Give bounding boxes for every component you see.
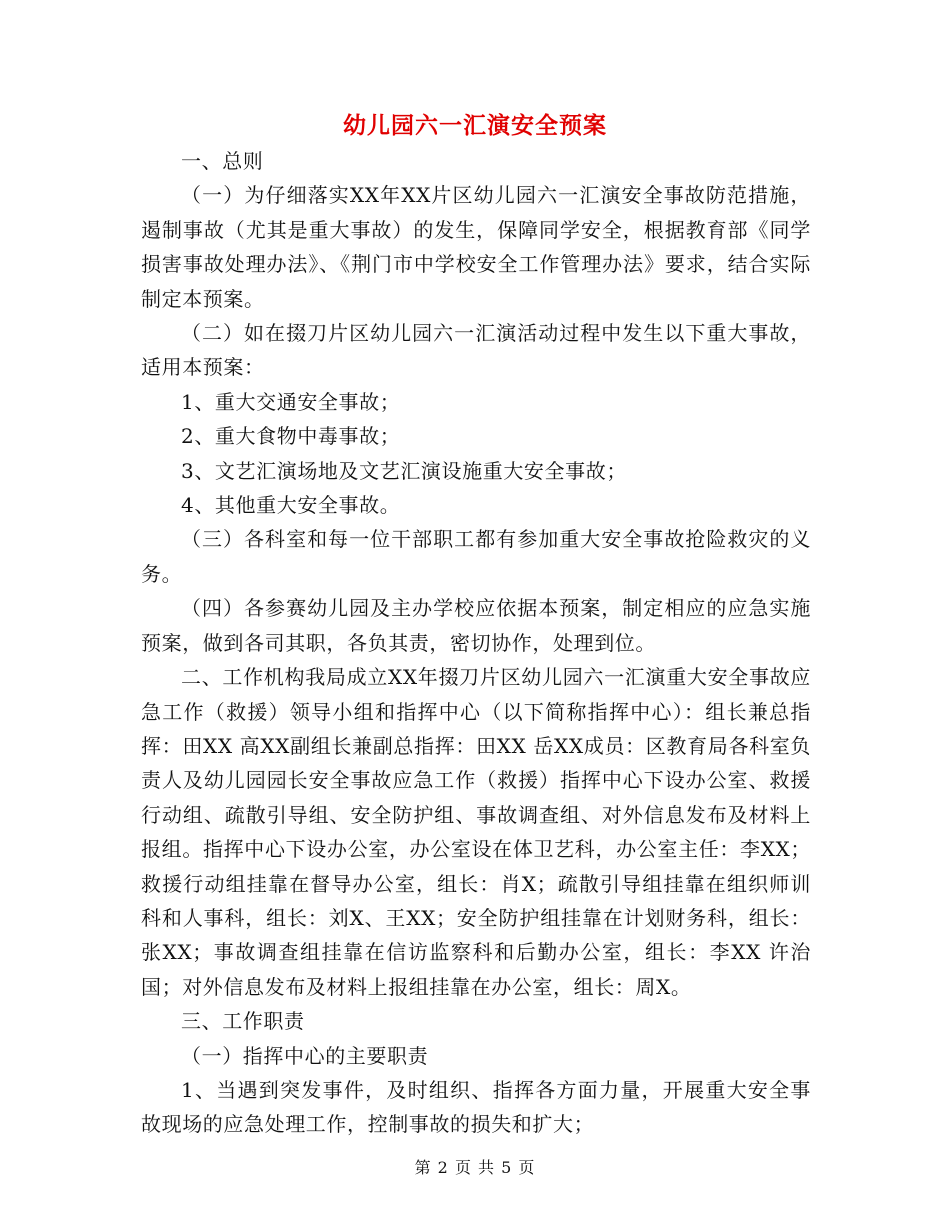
list-item-traffic: 1、重大交通安全事故； (181, 389, 401, 414)
paragraph-organization: 二、工作机构我局成立XX年掇刀片区幼儿园六一汇演重大安全事故应急工作（救援）领导小组和指挥中心（以下简称指挥中心）：组长兼总指挥：田XX 高XX副组长兼副总指挥：田XX 岳XX成员：区教育局各科室负责人及幼儿园园长安全事故应急工作（救援）指挥中心下设办公室、救援行动组、疏散引导组、安全防护组、事故调查组、对外信息发布及材料上报组。指挥中心下设办公室，办公室设在体卫艺科，办公室主任：李XX；救援行动组挂靠在督导办公室，组长：肖X；疏散引导组挂靠在组织师训科和人事科，组长：刘X、王XX；安全防护组挂靠在计划财务科，组长：张XX；事故调查组挂靠在信访监察科和后勤办公室，组长：李XX 许治国；对外信息发布及材料上报组挂靠在办公室，组长：周X。 (141, 665, 811, 999)
list-item-venue: 3、文艺汇演场地及文艺汇演设施重大安全事故； (181, 458, 627, 483)
subsection-heading-command-center: （一）指挥中心的主要职责 (181, 1043, 429, 1068)
list-item-food-poisoning: 2、重大食物中毒事故； (181, 424, 401, 449)
paragraph-responsibility-1: 1、当遇到突发事件，及时组织、指挥各方面力量，开展重大安全事故现场的应急处理工作，控制事故的损失和扩大； (141, 1077, 811, 1137)
paragraph-implementation: （四）各参赛幼儿园及主办学校应依据本预案，制定相应的应急实施预案，做到各司其职，各负其责，密切协作，处理到位。 (141, 596, 811, 655)
document-body (141, 144, 811, 1142)
paragraph-scope: （二）如在掇刀片区幼儿园六一汇演活动过程中发生以下重大事故，适用本预案： (141, 321, 811, 380)
paragraph-duty: （三）各科室和每一位干部职工都有参加重大安全事故抢险救灾的义务。 (141, 527, 811, 586)
list-item-other: 4、其他重大安全事故。 (181, 493, 401, 518)
document-title: 幼儿园六一汇演安全预案 (343, 112, 607, 139)
page-number-footer: 第 2 页 共 5 页 (414, 1158, 536, 1177)
paragraph-purpose: （一）为仔细落实XX年XX片区幼儿园六一汇演安全事故防范措施，遏制事故（尤其是重大事故）的发生，保障同学安全，根据教育部《同学损害事故处理办法》、《荆门市中学校安全工作管理办法》要求，结合实际制定本预案。 (141, 183, 811, 311)
section-heading-responsibilities: 三、工作职责 (181, 1009, 305, 1034)
section-heading-general: 一、总则 (181, 149, 264, 173)
